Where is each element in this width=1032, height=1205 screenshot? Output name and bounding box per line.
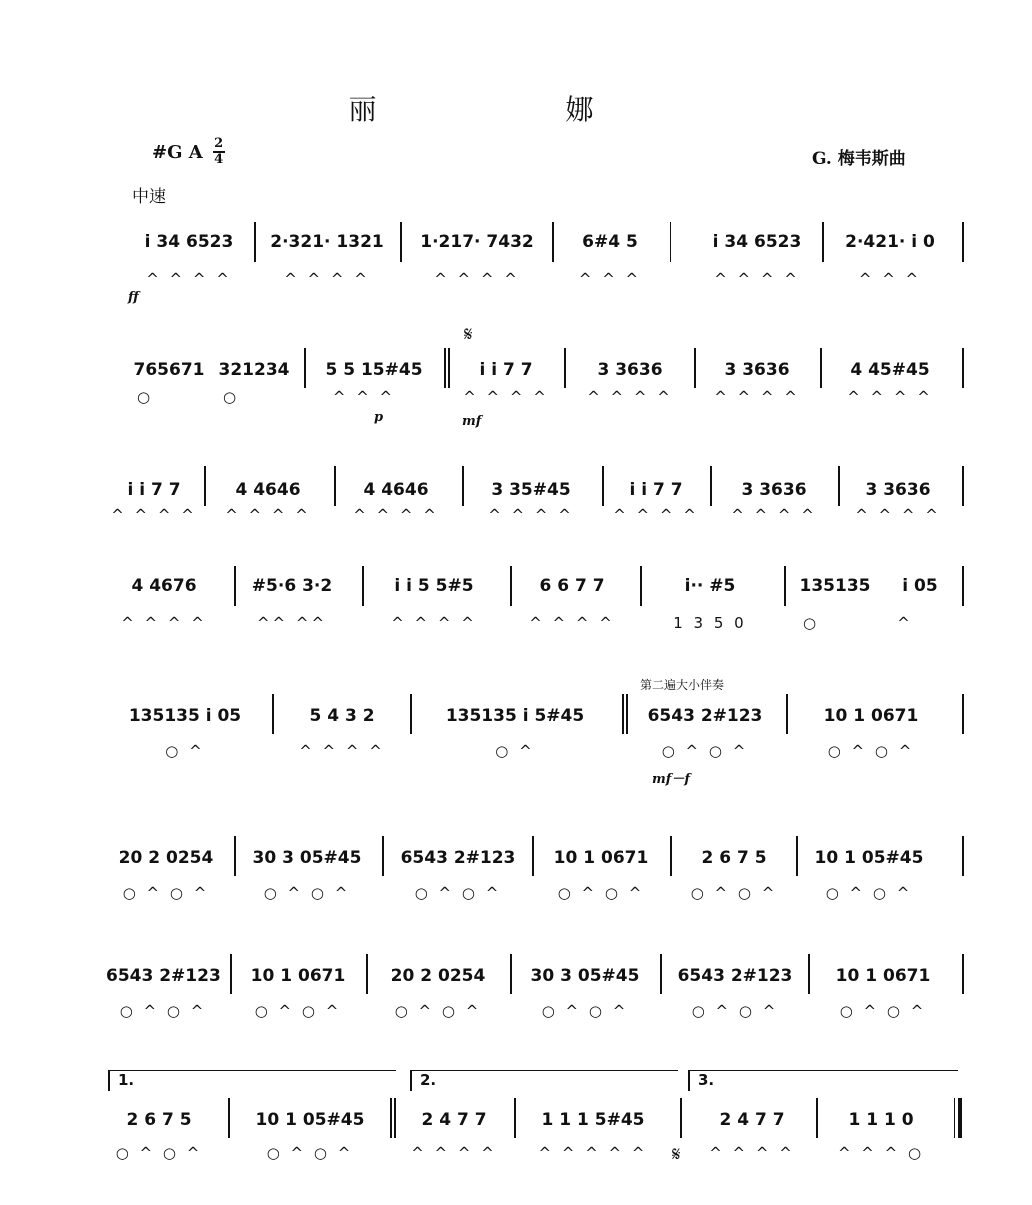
articulation: ○ ^ ○ ^ (263, 884, 351, 902)
barline (362, 566, 364, 606)
measure: 6543 2#123 (647, 706, 763, 726)
barline (670, 222, 671, 262)
articulation: ^ ^ ^ ○ (837, 1144, 925, 1162)
measure: 135135 i 5#45 (445, 706, 585, 726)
barline (838, 466, 840, 506)
measure: 135135 i 05 (128, 706, 242, 726)
barline (234, 836, 236, 876)
tempo-marking: 中速 (132, 187, 166, 207)
system-8 (0, 1110, 1032, 1140)
segno-icon: 𝄋 (672, 1142, 681, 1166)
dynamic-p: p (374, 410, 384, 425)
measure: 3 3636 (597, 360, 663, 380)
articulation: ○ ^ ○ ^ (661, 742, 749, 760)
barline (448, 348, 450, 388)
barline (784, 566, 786, 606)
measure: 10 1 0671 (823, 706, 919, 726)
articulation: ○ ^ ○ ^ (394, 1002, 482, 1020)
measure: 1 1 1 0 (848, 1110, 914, 1130)
dynamic-mf: mf (462, 414, 482, 429)
barline (272, 694, 274, 734)
measure: 6543 2#123 (400, 848, 516, 868)
barline (820, 348, 822, 388)
barline (230, 954, 232, 994)
articulation: ^ ^ ^ ^ (529, 614, 615, 632)
measure: 5 5 15#45 (325, 360, 423, 380)
barline (962, 466, 964, 506)
articulation: ^ ^ ^ ^ (613, 506, 699, 524)
system-1-articulation (0, 270, 1032, 300)
page-title: 丽 娜 (348, 93, 684, 126)
system-7 (0, 966, 1032, 996)
barline (410, 694, 412, 734)
articulation: ^ ^ ^ ^ (714, 388, 800, 406)
barline (204, 466, 206, 506)
articulation: ^ ^ ^ ^ (353, 506, 439, 524)
volta-1: 1. (108, 1070, 396, 1091)
articulation: ^ ^ ^ ^ (111, 506, 197, 524)
barline (680, 1098, 682, 1138)
measure: 6 6 7 7 (539, 576, 605, 596)
articulation: ○ (222, 388, 240, 406)
articulation: ○ ^ ○ ^ (119, 1002, 207, 1020)
measure: 10 1 0671 (250, 966, 346, 986)
measure: 6543 2#123 (106, 966, 221, 986)
measure: i i 5 5#5 (394, 576, 474, 596)
barline (710, 466, 712, 506)
system-8-articulation (0, 1144, 1032, 1174)
barline (564, 348, 566, 388)
barline (962, 222, 964, 262)
time-signature (213, 138, 225, 166)
accompaniment-note: 第二遍大小伴奏 (640, 678, 725, 692)
articulation: ^ ^ ^ ^ (299, 742, 385, 760)
articulation: 1 3 5 0 (673, 614, 747, 632)
final-barline (954, 1098, 955, 1138)
articulation: ○ (802, 614, 820, 632)
barline (304, 348, 306, 388)
measure: 30 3 05#45 (530, 966, 640, 986)
articulation: ^ ^ ^ (332, 388, 396, 406)
barline (382, 836, 384, 876)
barline (444, 348, 446, 388)
measure: i 34 6523 (712, 232, 802, 252)
dynamic-ff: ff (128, 290, 139, 305)
system-6-articulation (0, 884, 1032, 914)
articulation: ^ ^ ^ ^ (731, 506, 817, 524)
barline (808, 954, 810, 994)
articulation: ^ ^ ^ ^ (434, 270, 520, 288)
dynamic-mf-f: mf－f (652, 772, 690, 787)
articulation: ^ ^ ^ ^ (714, 270, 800, 288)
articulation: ○ ^ (495, 742, 535, 760)
measure: 2 4 7 7 (421, 1110, 487, 1130)
final-barline-thick (958, 1098, 962, 1138)
articulation: ○ ^ ○ ^ (122, 884, 210, 902)
system-5-articulation (0, 742, 1032, 772)
measure: 5 4 3 2 (309, 706, 375, 726)
system-3-articulation (0, 506, 1032, 536)
measure: 2 4 7 7 (719, 1110, 785, 1130)
barline (514, 1098, 516, 1138)
barline (234, 566, 236, 606)
measure: 1·217· 7432 (420, 232, 534, 252)
articulation: ○ ^ (165, 742, 205, 760)
measure: 321234 (218, 360, 290, 380)
measure: 3 3636 (724, 360, 790, 380)
measure: 1 1 1 5#45 (541, 1110, 645, 1130)
articulation: ^ ^ ^ ^ (488, 506, 574, 524)
measure: 2 6 7 5 (701, 848, 767, 868)
barline (532, 836, 534, 876)
barline (510, 954, 512, 994)
articulation: ^ ^ ^ ^ (709, 1144, 795, 1162)
barline (816, 1098, 818, 1138)
measure: 10 1 0671 (553, 848, 649, 868)
articulation: ^ (897, 614, 913, 632)
barline (626, 694, 628, 734)
barline (660, 954, 662, 994)
measure: 3 3636 (865, 480, 931, 500)
measure: i i 7 7 (479, 360, 533, 380)
barline (962, 348, 964, 388)
measure: 765671 (133, 360, 205, 380)
measure: 4 45#45 (850, 360, 930, 380)
barline (334, 466, 336, 506)
measure: 2·421· i 0 (845, 232, 935, 252)
key-label: #G A (152, 141, 203, 163)
measure: i i 7 7 (629, 480, 683, 500)
barline (962, 566, 964, 606)
system-7-articulation (0, 1002, 1032, 1032)
barline (366, 954, 368, 994)
system-4 (0, 576, 1032, 606)
articulation: ^ ^ ^ (578, 270, 642, 288)
barline (962, 836, 964, 876)
barline (962, 954, 964, 994)
articulation: ^ ^ ^ ^ (855, 506, 941, 524)
measure: i i 7 7 (127, 480, 181, 500)
measure: 3 3636 (741, 480, 807, 500)
articulation: ○ ^ ○ ^ (827, 742, 915, 760)
measure: 2·321· 1321 (270, 232, 384, 252)
articulation: ○ ^ ○ ^ (115, 1144, 203, 1162)
articulation: ^ ^ ^ ^ (587, 388, 673, 406)
measure: i·· #5 (684, 576, 736, 596)
articulation: ^ ^ ^ ^ (463, 388, 549, 406)
segno-icon: 𝄋 (464, 322, 473, 346)
barline (390, 1098, 392, 1138)
system-6 (0, 848, 1032, 878)
measure: 30 3 05#45 (252, 848, 362, 868)
barline (796, 836, 798, 876)
barline (640, 566, 642, 606)
system-4-articulation (0, 614, 1032, 644)
articulation: ^ ^ ^ ^ (284, 270, 370, 288)
barline (462, 466, 464, 506)
articulation: ○ ^ ○ ^ (414, 884, 502, 902)
volta-3: 3. (688, 1070, 958, 1091)
barline (552, 222, 554, 262)
articulation: ^ ^ ^ ^ (146, 270, 232, 288)
articulation: ^^ ^^ (256, 614, 328, 632)
articulation: ○ ^ ○ ^ (691, 1002, 779, 1020)
articulation: ^ ^ ^ ^ (225, 506, 311, 524)
time-top: 2 (214, 136, 224, 151)
measure: 20 2 0254 (390, 966, 486, 986)
key-signature (152, 138, 225, 166)
system-5 (0, 706, 1032, 736)
barline (622, 694, 624, 734)
articulation: ^ ^ ^ ^ (391, 614, 477, 632)
barline (510, 566, 512, 606)
articulation: ○ ^ ○ ^ (266, 1144, 354, 1162)
measure: 4 4646 (363, 480, 429, 500)
articulation: ○ ^ ○ ^ (690, 884, 778, 902)
barline (254, 222, 256, 262)
articulation: ^ ^ ^ (858, 270, 922, 288)
measure: 2 6 7 5 (126, 1110, 192, 1130)
measure: 10 1 0671 (835, 966, 931, 986)
system-1 (0, 232, 1032, 262)
measure: 10 1 05#45 (255, 1110, 365, 1130)
articulation: ○ ^ ○ ^ (557, 884, 645, 902)
measure: 135135 (799, 576, 871, 596)
articulation: ○ ^ ○ ^ (825, 884, 913, 902)
barline (394, 1098, 396, 1138)
barline (694, 348, 696, 388)
measure: i 05 (902, 576, 938, 596)
articulation: ○ ^ ○ ^ (541, 1002, 629, 1020)
measure: i 34 6523 (144, 232, 234, 252)
barline (962, 694, 964, 734)
articulation: ^ ^ ^ ^ (847, 388, 933, 406)
articulation: ○ (136, 388, 154, 406)
measure: 3 35#45 (491, 480, 571, 500)
barline (786, 694, 788, 734)
articulation: ^ ^ ^ ^ (411, 1144, 497, 1162)
barline (670, 836, 672, 876)
barline (602, 466, 604, 506)
system-2 (0, 360, 1032, 390)
barline (400, 222, 402, 262)
measure: 6543 2#123 (677, 966, 793, 986)
measure: 4 4676 (131, 576, 197, 596)
composer: G. 梅韦斯曲 (812, 149, 906, 169)
measure: 4 4646 (235, 480, 301, 500)
volta-2: 2. (410, 1070, 678, 1091)
articulation: ○ ^ ○ ^ (254, 1002, 342, 1020)
barline (228, 1098, 230, 1138)
articulation: ^ ^ ^ ^ ^ (538, 1144, 648, 1162)
articulation: ^ ^ ^ ^ (121, 614, 207, 632)
measure: 10 1 05#45 (814, 848, 924, 868)
measure: 20 2 0254 (118, 848, 214, 868)
barline (822, 222, 824, 262)
time-bottom: 4 (214, 152, 224, 167)
articulation: ○ ^ ○ ^ (839, 1002, 927, 1020)
system-2-articulation (0, 388, 1032, 418)
measure: 6#4 5 (582, 232, 638, 252)
measure: #5·6 3·2 (251, 576, 333, 596)
